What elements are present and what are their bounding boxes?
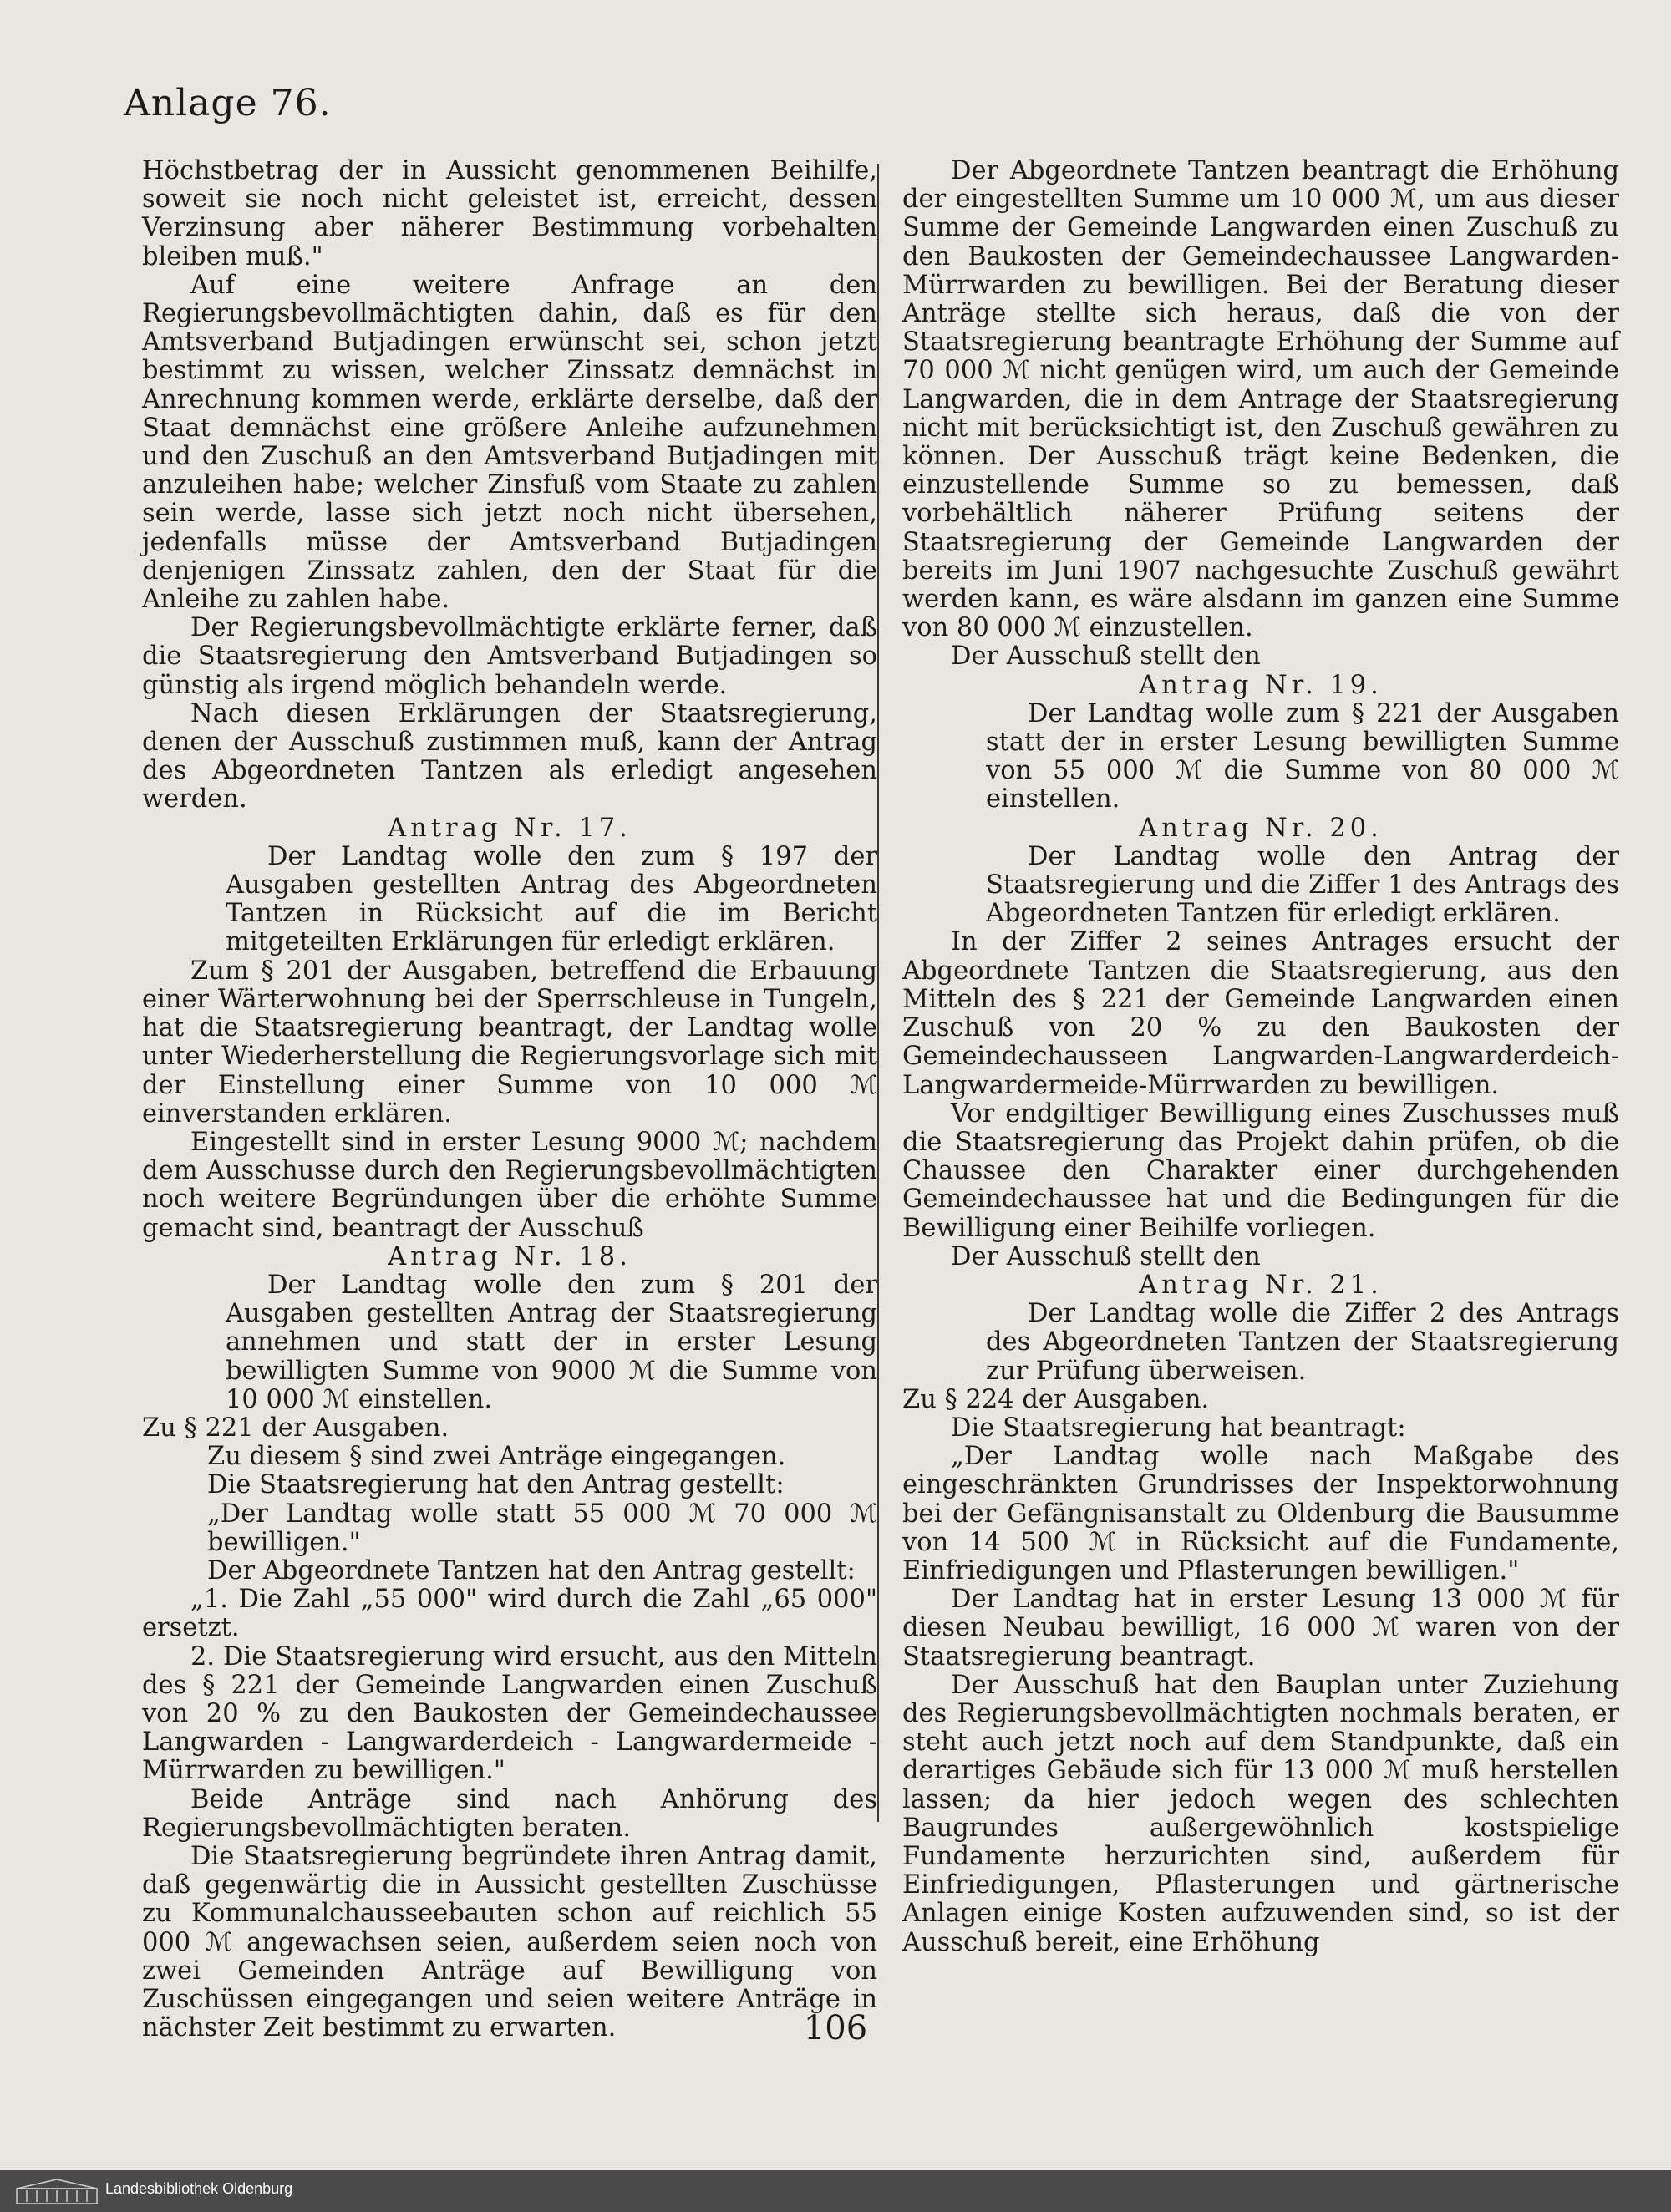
antrag-heading: Antrag Nr. 21. (1139, 1270, 1383, 1300)
paragraph: Vor endgiltiger Bewilligung eines Zuschusses muß die Staatsregierung das Projekt dahin prüfen, ob die Chaussee den Charakter einer durchgehenden Gemeindechaussee hat und die Bedingungen für die Bewilligung einer Beihilfe vorliegen. (902, 1098, 1619, 1243)
paragraph: Der Landtag hat in erster Lesung 13 000 ℳ für diesen Neubau bewilligt, 16 000 ℳ waren von der Staatsregierung beantragt. (902, 1585, 1619, 1672)
antrag-body: Der Landtag wolle die Ziffer 2 des Antrags des Abgeordneten Tantzen der Staatsregierung zur Prüfung überweisen. (986, 1299, 1619, 1386)
antrag-body: Der Landtag wolle den zum § 201 der Ausgaben gestellten Antrag der Staatsregierung annehmen und statt der in erster Lesung bewilligten Summe von 9000 ℳ die Summe von 10 000 ℳ einstellen. (226, 1270, 877, 1414)
paragraph: Auf eine weitere Anfrage an den Regierungsbevollmächtigten dahin, daß es für den Amtsverband Butjadingen erwünscht sei, schon jetzt bestimmt zu wissen, welcher Zinssatz demnächst in Anrechnung kommen werde, erklärte derselbe, daß der Staat demnächst eine größere Anleihe aufzunehmen und den Zuschuß an den Amtsverband Butjadingen mit anzuleihen habe; welcher Zinsfuß vom Staate zu zahlen sein werde, lasse sich jetzt noch nicht übersehen, jedenfalls müsse der Amtsverband Butjadingen denjenigen Zinssatz zahlen, den der Staat für die Anleihe zu zahlen habe. (142, 270, 877, 615)
antrag-heading: Antrag Nr. 18. (388, 1241, 632, 1271)
antrag-text (986, 700, 1619, 814)
paragraph: Nach diesen Erklärungen der Staatsregierung, denen der Ausschuß zustimmen muß, kann der Antrag des Abgeordneten Tantzen als erledigt angesehen werden. (142, 698, 877, 814)
antrag-body: Der Landtag wolle zum § 221 der Ausgaben statt der in erster Lesung bewilligten Summe von 55 000 ℳ die Summe von 80 000 ℳ einstellen. (986, 698, 1619, 814)
paragraph: In der Ziffer 2 seines Antrages ersucht der Abgeordnete Tantzen die Staatsregierung, aus den Mitteln des § 221 der Gemeinde Langwarden einen Zuschuß von 20 % zu den Baukosten der Gemeindechausseen Langwarden-Langwarderdeich-Langwardermeide-Mürrwarden zu bewilligen. (902, 927, 1619, 1100)
paragraph: 2. Die Staatsregierung wird ersucht, aus den Mitteln des § 221 der Gemeinde Langwarden einen Zuschuß von 20 % zu den Baukosten der Gemeindechaussee Langwarden - Langwarderdeich - Langwardermeide - Mürrwarden zu bewilligen." (142, 1641, 877, 1786)
antrag-text (986, 1300, 1619, 1386)
paragraph: Die Staatsregierung begründete ihren Antrag damit, daß gegenwärtig die in Aussicht gestellten Zuschüsse zu Kommunalchausseebauten schon auf reichlich 55 000 ℳ angewachsen seien, außerdem seien noch von zwei Gemeinden Anträge auf Bewilligung von Zuschüssen eingegangen und seien weitere Anträge in nächster Zeit bestimmt zu erwarten. (142, 1841, 877, 2043)
left-column (142, 157, 877, 2042)
paragraph: Zu diesem § sind zwei Anträge eingegangen. (207, 1442, 786, 1472)
paragraph: Der Ausschuß hat den Bauplan unter Zuziehung des Regierungsbevollmächtigten nochmals beraten, er steht auch jetzt noch auf dem Standpunkte, daß ein derartiges Gebäude sich für 13 000 ℳ muß herstellen lassen; da hier jedoch wegen des schlechten Baugrundes außergewöhnlich kostspielige Fundamente herzurichten sind, außerdem für Einfriedigungen, Pflasterungen und gärtnerische Anlagen einige Kosten aufzuwenden sind, so ist der Ausschuß bereit, eine Erhöhung (902, 1670, 1619, 1957)
library-building-icon (15, 2177, 99, 2205)
footer-bar (0, 2170, 1671, 2212)
antrag-text (226, 1271, 877, 1414)
section-heading: Zu § 221 der Ausgaben. (142, 1413, 449, 1443)
paragraph: Der Abgeordnete Tantzen beantragt die Erhöhung der eingestellten Summe um 10 000 ℳ, um aus dieser Summe der Gemeinde Langwarden einen Zuschuß zu den Baukosten der Gemeindechaussee Langwarden-Mürrwarden zu bewilligen. Bei der Beratung dieser Anträge stellte sich heraus, daß die von der Staatsregierung beantragte Erhöhung der Summe auf 70 000 ℳ nicht genügen wird, um auch der Gemeinde Langwarden, die in dem Antrage der Staatsregierung nicht mit berücksichtigt ist, den Zuschuß gewähren zu können. Der Ausschuß trägt keine Bedenken, die einzustellende Summe so zu bemessen, daß vorbehältlich näherer Prüfung seitens der Staatsregierung der Gemeinde Langwarden der bereits im Juni 1907 nachgesuchte Zuschuß gewährt werden kann, es wäre alsdann im ganzen eine Summe von 80 000 ℳ einzustellen. (902, 156, 1619, 643)
antrag-heading: Antrag Nr. 19. (1139, 670, 1383, 700)
antrag-heading: Antrag Nr. 20. (1139, 813, 1383, 843)
right-column (902, 157, 1619, 1957)
paragraph: Der Regierungsbevollmächtigte erklärte ferner, daß die Staatsregierung den Amtsverband Butjadingen so günstig als irgend möglich behandeln werde. (142, 613, 877, 700)
paragraph: Zum § 201 der Ausgaben, betreffend die Erbauung einer Wärterwohnung bei der Sperrschleuse in Tungeln, hat die Staatsregierung beantragt, der Landtag wolle unter Wiederherstellung die Regierungsvorlage sich mit der Einstellung einer Summe von 10 000 ℳ einverstanden erklären. (142, 956, 877, 1129)
column-divider (877, 164, 879, 1822)
paragraph: Der Ausschuß stellt den (951, 1241, 1261, 1271)
antrag-text (986, 843, 1619, 929)
page-number: 106 (803, 2009, 868, 2047)
paragraph: Der Ausschuß stellt den (951, 642, 1261, 672)
paragraph: „Der Landtag wolle nach Maßgabe des eingeschränkten Grundrisses der Inspektorwohnung bei der Gefängnisanstalt zu Oldenburg die Bausumme von 14 500 ℳ in Rücksicht auf die Fundamente, Einfriedigungen und Pflasterungen bewilligen." (902, 1442, 1619, 1585)
paragraph: „Der Landtag wolle statt 55 000 ℳ 70 000 ℳ bewilligen." (207, 1499, 877, 1557)
library-name[interactable]: Landesbibliothek Oldenburg (105, 2180, 293, 2197)
page-header: Anlage 76. (124, 82, 332, 124)
antrag-body: Der Landtag wolle den Antrag der Staatsregierung und die Ziffer 1 des Antrags des Abgeordneten Tantzen für erledigt erklären. (986, 841, 1619, 929)
paragraph: Höchstbetrag der in Aussicht genommenen Beihilfe, soweit sie noch nicht geleistet ist, erreicht, dessen Verzinsung aber näherer Bestimmung vorbehalten bleiben muß." (142, 156, 877, 271)
paragraph: Der Abgeordnete Tantzen hat den Antrag gestellt: (207, 1555, 856, 1585)
antrag-heading: Antrag Nr. 17. (388, 813, 632, 843)
antrag-text (226, 843, 877, 957)
antrag-body: Der Landtag wolle den zum § 197 der Ausgaben gestellten Antrag des Abgeordneten Tantzen in Rücksicht auf die im Bericht mitgeteilten Erklärungen für erledigt erklären. (226, 841, 877, 957)
paragraph: Beide Anträge sind nach Anhörung des Regierungsbevollmächtigten beraten. (142, 1784, 877, 1843)
paragraph: „1. Die Zahl „55 000" wird durch die Zahl „65 000" ersetzt. (142, 1585, 877, 1643)
paragraph: Eingestellt sind in erster Lesung 9000 ℳ; nachdem dem Ausschusse durch den Regierungsbevollmächtigten noch weitere Begründungen über die erhöhte Summe gemacht sind, beantragt der Ausschuß (142, 1127, 877, 1243)
section-heading: Zu § 224 der Ausgaben. (902, 1384, 1210, 1414)
paragraph: Die Staatsregierung hat beantragt: (951, 1413, 1406, 1443)
paragraph: Die Staatsregierung hat den Antrag gestellt: (207, 1470, 785, 1500)
